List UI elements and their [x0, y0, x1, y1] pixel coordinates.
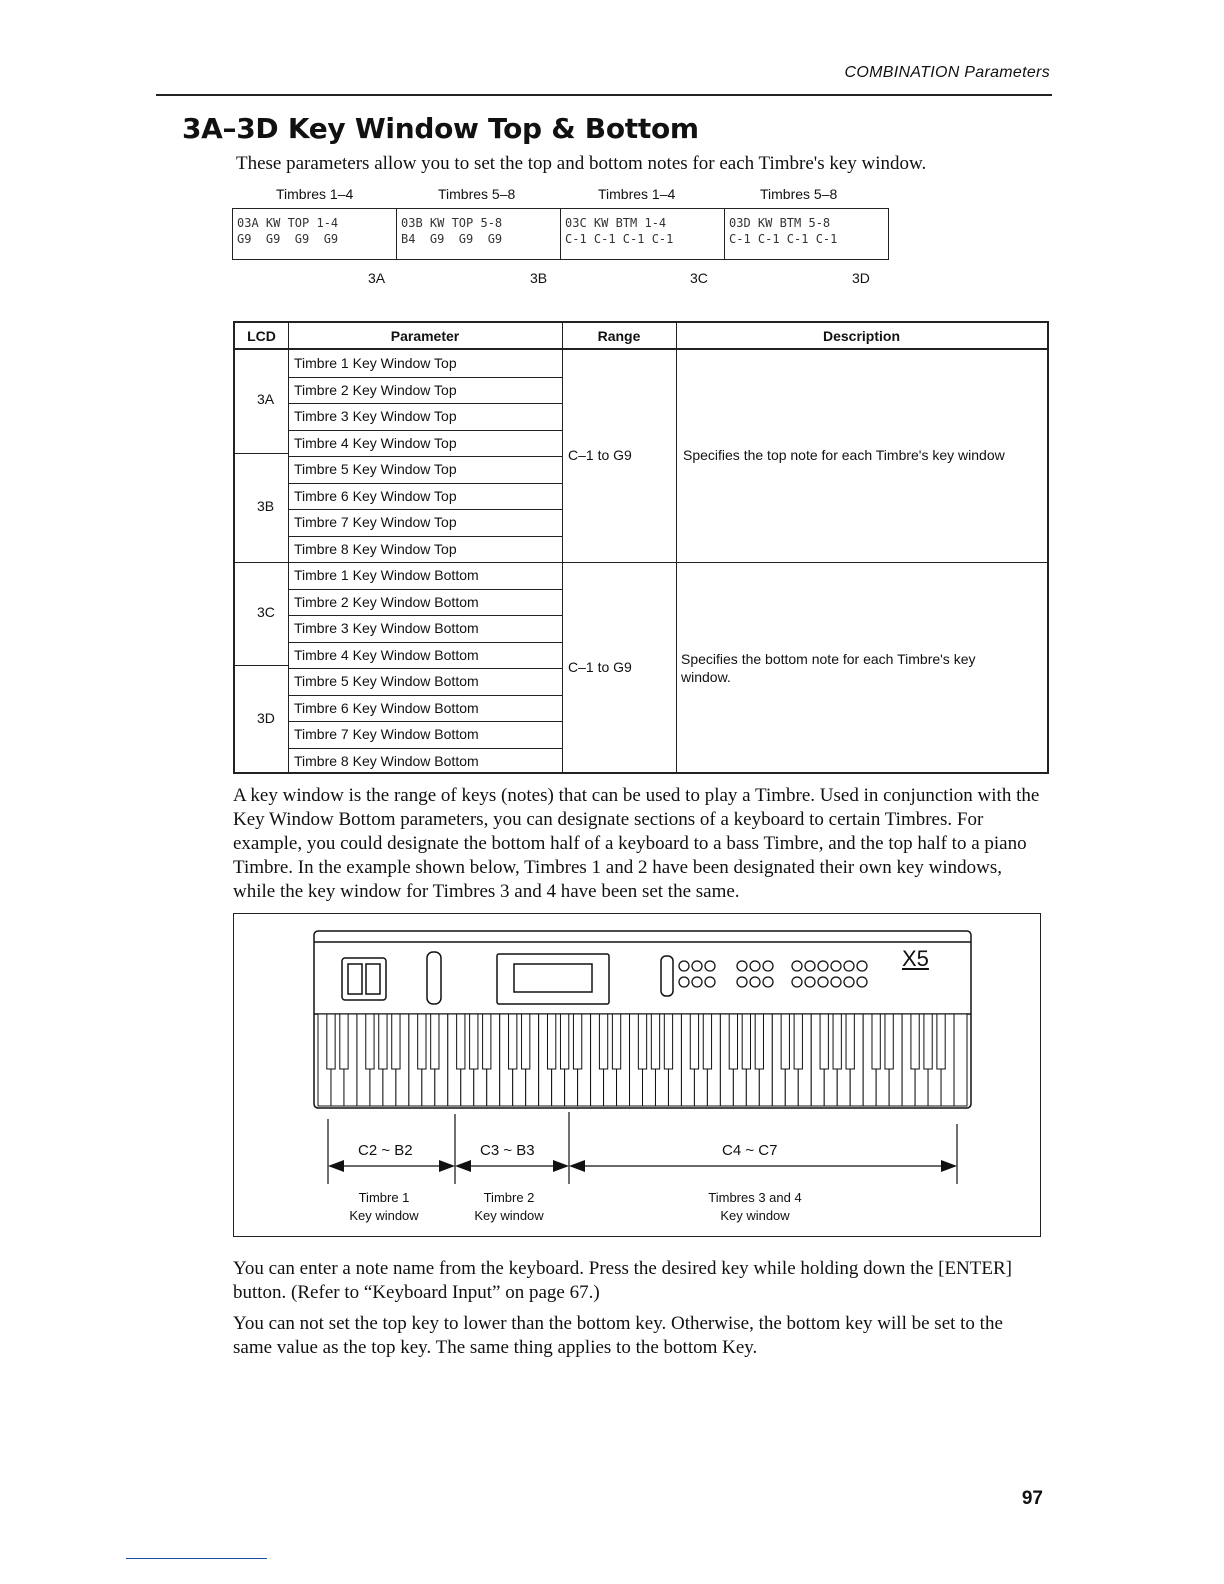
- lcd-group-3c: 3C: [257, 604, 275, 620]
- black-key: [560, 1014, 568, 1069]
- parameter-cell: Timbre 3 Key Window Top: [294, 408, 457, 424]
- lcd-line: B4 G9 G9 G9: [401, 232, 503, 246]
- parameter-cell: Timbre 1 Key Window Bottom: [294, 567, 479, 583]
- lcd-group-3d: 3D: [257, 710, 275, 726]
- caption-line: Timbre 2: [483, 1190, 535, 1205]
- keyboard-figure: [233, 913, 1041, 1237]
- lcd-screen-3c: [561, 209, 725, 259]
- lcd-group-label: Timbres 5–8: [760, 186, 838, 202]
- parameter-cell: Timbre 2 Key Window Top: [294, 381, 457, 398]
- row-divider: [288, 430, 562, 431]
- lcd-line: 03C KW BTM 1-4: [565, 216, 667, 230]
- parameter-cell: Timbre 7 Key Window Top: [294, 514, 457, 530]
- intro-text: These parameters allow you to set the top and bottom notes for each Timbre's key window.: [236, 153, 927, 174]
- lcd-id-label: 3B: [530, 270, 548, 286]
- row-divider: [288, 509, 562, 510]
- row-divider: [288, 748, 562, 749]
- lcd-screen-3d: [725, 209, 888, 259]
- row-divider: [288, 403, 562, 404]
- page-number: 97: [1021, 1488, 1043, 1509]
- column-divider: [288, 323, 289, 772]
- row-divider: [288, 377, 562, 378]
- black-key: [573, 1014, 581, 1069]
- parameter-cell: Timbre 5 Key Window Bottom: [294, 673, 479, 689]
- lcd-line: G9 G9 G9 G9: [237, 232, 339, 246]
- black-key: [664, 1014, 672, 1069]
- running-head: COMBINATION Parameters: [844, 64, 1050, 81]
- black-key: [509, 1014, 517, 1069]
- range-top: C–1 to G9: [568, 447, 632, 463]
- lcd-group-label: Timbres 1–4: [598, 186, 676, 202]
- lcd-display-strip: [232, 208, 889, 260]
- parameter-cell: Timbre 4 Key Window Bottom: [294, 646, 479, 663]
- brand-logo: X5: [902, 946, 929, 971]
- parameter-cell: Timbre 2 Key Window Bottom: [294, 593, 479, 610]
- caption-line: Key window: [349, 1208, 419, 1223]
- black-key: [703, 1014, 711, 1069]
- body-paragraph: You can not set the top key to lower than the bottom key. Otherwise, the bottom key will be set to the same value as the top key. The same thing applies to the bottom Key.: [233, 1313, 1003, 1358]
- lcd-line: 03B KW TOP 5-8: [401, 216, 503, 230]
- black-key: [729, 1014, 737, 1069]
- black-key: [651, 1014, 659, 1069]
- description-bottom-line1: Specifies the bottom note for each Timbre's key: [681, 651, 976, 667]
- black-key: [820, 1014, 828, 1069]
- lcd-group-label: Timbres 5–8: [438, 186, 516, 202]
- black-key: [547, 1014, 555, 1069]
- black-key: [872, 1014, 880, 1069]
- parameter-cell: Timbre 3 Key Window Bottom: [294, 620, 479, 636]
- range-label: C2 ~ B2: [358, 1142, 413, 1159]
- black-key: [599, 1014, 607, 1069]
- body-paragraph: A key window is the range of keys (notes) that can be used to play a Timbre. Used in conjunction with the Key Window Bottom parameters, you can designate sections of a keyboard to certain Timbres. For example, you could designate the bottom half of a keyboard to a bass Timbre, and the top half to a piano Timbre. In the example shown below, Timbres 1 and 2 have been designated their own key windows, while the key window for Timbres 3 and 4 have been set the same.: [233, 785, 1040, 902]
- black-key: [911, 1014, 919, 1069]
- lcd-group-divider: [235, 665, 288, 666]
- header-parameter: Parameter: [288, 323, 562, 350]
- row-divider: [288, 721, 562, 722]
- caption-line: Timbre 1: [358, 1190, 410, 1205]
- body-paragraph: You can enter a note name from the keyboard. Press the desired key while holding down the [ENTER] button. (Refer to “Keyboard Input” on page 67.): [233, 1258, 1012, 1303]
- black-key: [755, 1014, 763, 1069]
- black-key: [833, 1014, 841, 1069]
- black-key: [924, 1014, 932, 1069]
- black-key: [522, 1014, 530, 1069]
- caption-line: Timbres 3 and 4: [708, 1190, 802, 1205]
- lcd-group-label: Timbres 1–4: [276, 186, 354, 202]
- row-divider: [288, 589, 562, 590]
- lcd-id-label: 3D: [852, 270, 870, 286]
- lcd-group-3a: 3A: [257, 391, 275, 407]
- range-label: C3 ~ B3: [480, 1142, 535, 1159]
- parameter-cell: Timbre 8 Key Window Bottom: [294, 752, 479, 769]
- lcd-id-label: 3C: [690, 270, 708, 286]
- header-range: Range: [562, 323, 676, 350]
- timbre2-caption: [449, 1189, 569, 1225]
- parameter-cell: Timbre 8 Key Window Top: [294, 540, 457, 557]
- lcd-screen-3b: [397, 209, 561, 259]
- lcd-id-label: 3A: [368, 270, 386, 286]
- black-key: [483, 1014, 491, 1069]
- header-lcd: LCD: [235, 323, 288, 350]
- header-description: Description: [676, 323, 1047, 350]
- row-divider: [288, 456, 562, 457]
- black-key: [470, 1014, 478, 1069]
- parameter-cell: Timbre 5 Key Window Top: [294, 461, 457, 477]
- lcd-screen-3a: [233, 209, 397, 259]
- lcd-group-3b: 3B: [257, 498, 275, 514]
- caption-line: Key window: [720, 1208, 790, 1223]
- black-key: [340, 1014, 348, 1069]
- black-key: [366, 1014, 374, 1069]
- parameter-cell: Timbre 1 Key Window Top: [294, 355, 457, 371]
- row-divider: [288, 668, 562, 669]
- black-key: [418, 1014, 426, 1069]
- timbres34-caption: [675, 1189, 835, 1225]
- parameter-cell: Timbre 4 Key Window Top: [294, 434, 457, 451]
- lcd-line: 03A KW TOP 1-4: [237, 216, 339, 230]
- row-divider: [288, 615, 562, 616]
- row-divider: [288, 483, 562, 484]
- description-top: Specifies the top note for each Timbre's key window: [683, 447, 1005, 463]
- range-bottom: C–1 to G9: [568, 659, 632, 675]
- section-divider: [235, 562, 1047, 563]
- black-key: [457, 1014, 465, 1069]
- description-bottom-line2: window.: [681, 669, 731, 685]
- parameter-cell: Timbre 6 Key Window Bottom: [294, 699, 479, 716]
- lcd-line: 03D KW BTM 5-8: [729, 216, 831, 230]
- black-key: [690, 1014, 698, 1069]
- black-key: [937, 1014, 945, 1069]
- white-key: [954, 1014, 967, 1106]
- black-key: [612, 1014, 620, 1069]
- header-rule: [156, 94, 1052, 96]
- column-divider: [562, 323, 563, 772]
- range-label: C4 ~ C7: [722, 1142, 778, 1159]
- row-divider: [288, 536, 562, 537]
- section-title: 3A–3D Key Window Top & Bottom: [182, 112, 699, 145]
- row-divider: [288, 695, 562, 696]
- black-key: [781, 1014, 789, 1069]
- parameter-cell: Timbre 7 Key Window Bottom: [294, 726, 479, 742]
- parameter-table: [233, 321, 1049, 774]
- lcd-group-divider: [235, 453, 288, 454]
- black-key: [885, 1014, 893, 1069]
- black-key: [742, 1014, 750, 1069]
- column-divider: [676, 323, 677, 772]
- lcd-line: C-1 C-1 C-1 C-1: [565, 232, 674, 246]
- black-key: [794, 1014, 802, 1069]
- black-key: [638, 1014, 646, 1069]
- black-key: [392, 1014, 400, 1069]
- row-divider: [288, 642, 562, 643]
- black-key: [379, 1014, 387, 1069]
- lcd-line: C-1 C-1 C-1 C-1: [729, 232, 838, 246]
- black-key: [327, 1014, 335, 1069]
- black-key: [431, 1014, 439, 1069]
- footer-rule: [126, 1558, 267, 1559]
- caption-line: Key window: [474, 1208, 544, 1223]
- black-key: [846, 1014, 854, 1069]
- timbre1-caption: [324, 1189, 444, 1225]
- parameter-cell: Timbre 6 Key Window Top: [294, 487, 457, 504]
